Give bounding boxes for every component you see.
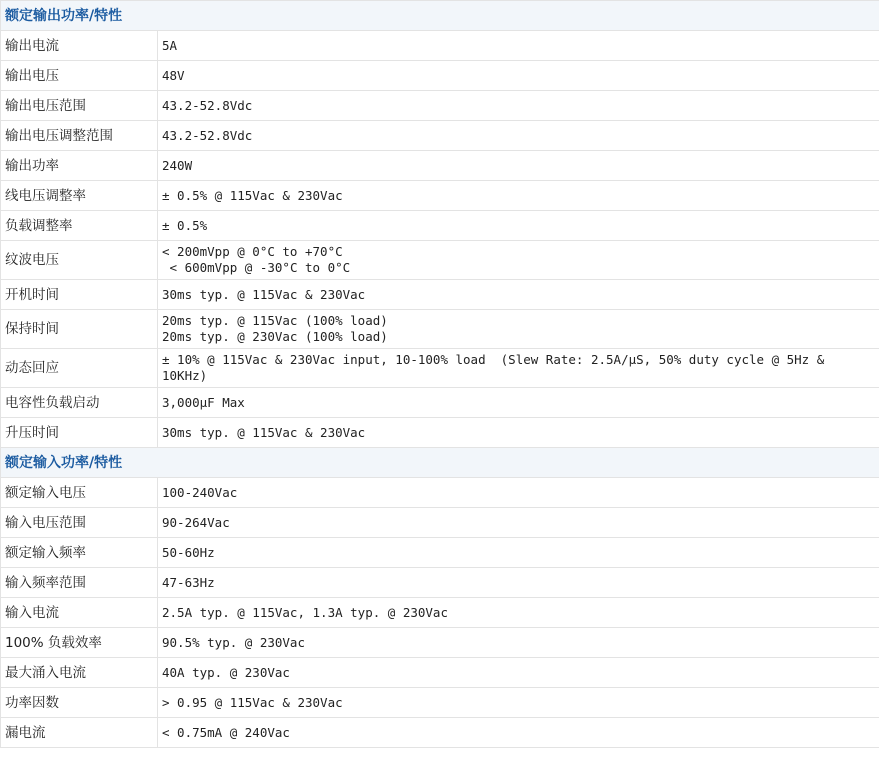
spec-label: 输出电流 xyxy=(1,31,158,61)
spec-label: 最大涌入电流 xyxy=(1,658,158,688)
table-row xyxy=(1,418,879,448)
spec-value: 90.5% typ. @ 230Vac xyxy=(158,628,879,658)
table-row xyxy=(1,538,879,568)
table-row xyxy=(1,658,879,688)
table-row xyxy=(1,241,879,280)
spec-value: < 200mVpp @ 0°C to +70°C < 600mVpp @ -30°C to 0°C xyxy=(158,241,879,280)
spec-value: ± 0.5% @ 115Vac & 230Vac xyxy=(158,181,879,211)
spec-value: 240W xyxy=(158,151,879,181)
spec-value: 30ms typ. @ 115Vac & 230Vac xyxy=(158,280,879,310)
table-row xyxy=(1,508,879,538)
section-header-input xyxy=(1,448,879,478)
spec-value: 5A xyxy=(158,31,879,61)
spec-label: 电容性负载启动 xyxy=(1,388,158,418)
spec-label: 负载调整率 xyxy=(1,211,158,241)
spec-label: 输出功率 xyxy=(1,151,158,181)
spec-label: 线电压调整率 xyxy=(1,181,158,211)
spec-value: 2.5A typ. @ 115Vac, 1.3A typ. @ 230Vac xyxy=(158,598,879,628)
table-row xyxy=(1,121,879,151)
table-row xyxy=(1,349,879,388)
spec-value: > 0.95 @ 115Vac & 230Vac xyxy=(158,688,879,718)
spec-label: 功率因数 xyxy=(1,688,158,718)
table-row xyxy=(1,61,879,91)
section-header-output xyxy=(1,1,879,31)
table-row xyxy=(1,598,879,628)
spec-value: 48V xyxy=(158,61,879,91)
table-row xyxy=(1,280,879,310)
table-row xyxy=(1,568,879,598)
spec-label: 动态回应 xyxy=(1,349,158,388)
section-title: 额定输出功率/特性 xyxy=(1,1,879,31)
spec-value: 3,000μF Max xyxy=(158,388,879,418)
spec-value: 30ms typ. @ 115Vac & 230Vac xyxy=(158,418,879,448)
spec-value: 43.2-52.8Vdc xyxy=(158,91,879,121)
table-row xyxy=(1,211,879,241)
spec-label: 额定输入频率 xyxy=(1,538,158,568)
spec-value: 20ms typ. @ 115Vac (100% load) 20ms typ. @ 230Vac (100% load) xyxy=(158,310,879,349)
table-row xyxy=(1,310,879,349)
spec-label: 保持时间 xyxy=(1,310,158,349)
spec-value: 47-63Hz xyxy=(158,568,879,598)
table-row xyxy=(1,31,879,61)
spec-label: 输入电流 xyxy=(1,598,158,628)
table-row xyxy=(1,688,879,718)
table-row xyxy=(1,388,879,418)
table-row xyxy=(1,478,879,508)
spec-value: 40A typ. @ 230Vac xyxy=(158,658,879,688)
spec-label: 100% 负载效率 xyxy=(1,628,158,658)
spec-label: 输出电压 xyxy=(1,61,158,91)
spec-label: 纹波电压 xyxy=(1,241,158,280)
table-row xyxy=(1,181,879,211)
spec-label: 升压时间 xyxy=(1,418,158,448)
spec-label: 额定输入电压 xyxy=(1,478,158,508)
table-row xyxy=(1,151,879,181)
spec-value: 43.2-52.8Vdc xyxy=(158,121,879,151)
spec-label: 输入频率范围 xyxy=(1,568,158,598)
spec-label: 输出电压范围 xyxy=(1,91,158,121)
spec-value: 90-264Vac xyxy=(158,508,879,538)
table-row xyxy=(1,718,879,748)
spec-value: ± 0.5% xyxy=(158,211,879,241)
section-title: 额定输入功率/特性 xyxy=(1,448,879,478)
spec-value: < 0.75mA @ 240Vac xyxy=(158,718,879,748)
spec-value: 100-240Vac xyxy=(158,478,879,508)
spec-value: 50-60Hz xyxy=(158,538,879,568)
spec-label: 输出电压调整范围 xyxy=(1,121,158,151)
spec-label: 开机时间 xyxy=(1,280,158,310)
spec-label: 漏电流 xyxy=(1,718,158,748)
spec-label: 输入电压范围 xyxy=(1,508,158,538)
spec-value: ± 10% @ 115Vac & 230Vac input, 10-100% load (Slew Rate: 2.5A/μS, 50% duty cycle @ 5Hz & 10KHz) xyxy=(158,349,879,388)
table-row xyxy=(1,628,879,658)
table-row xyxy=(1,91,879,121)
